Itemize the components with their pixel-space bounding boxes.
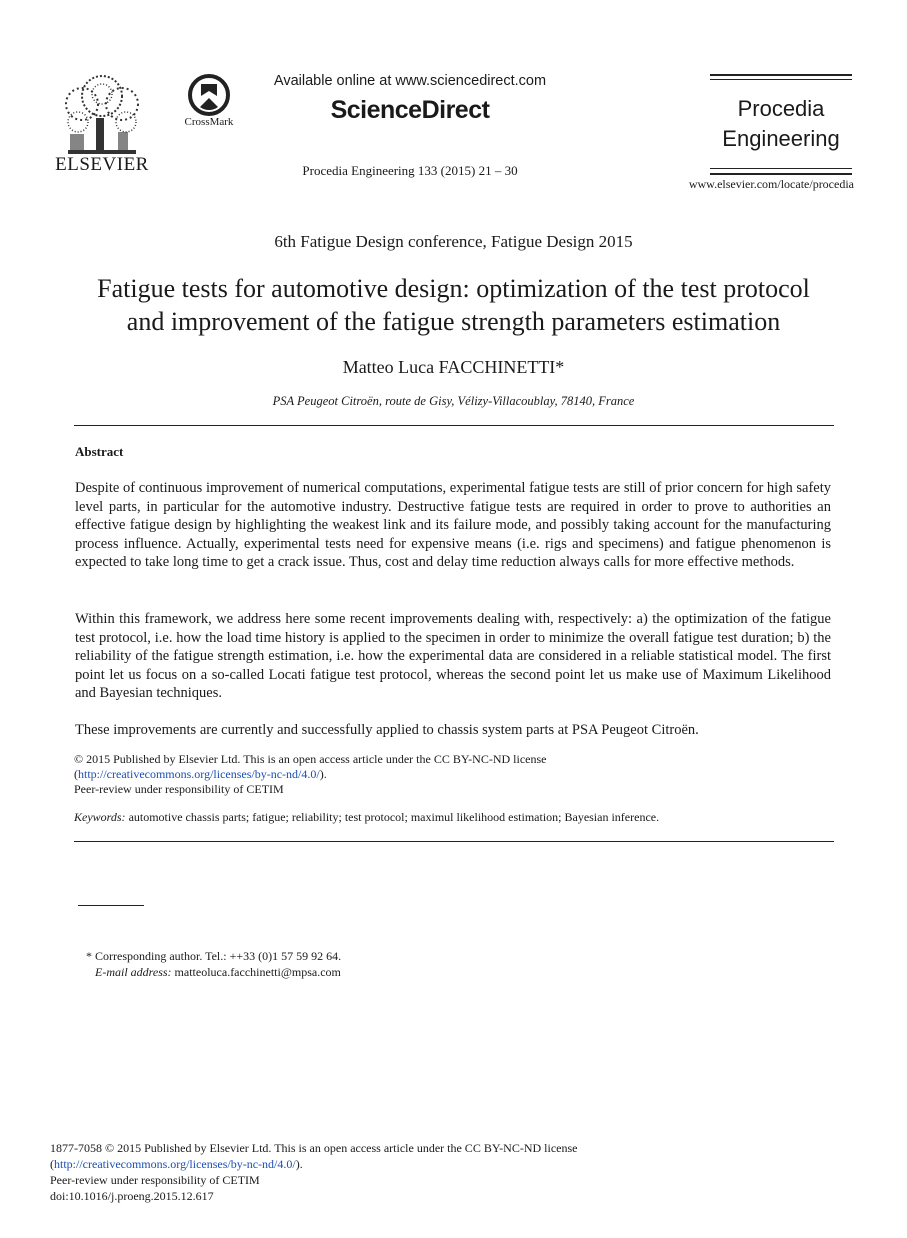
procedia-line2: Engineering: [722, 126, 840, 151]
footnote-rule: [78, 905, 144, 906]
elsevier-wordmark: ELSEVIER: [55, 154, 149, 175]
bottom-license-line: [50, 1156, 750, 1172]
email-address[interactable]: matteoluca.facchinetti@mpsa.com: [174, 965, 341, 979]
issn-line: 1877-7058 © 2015 Published by Elsevier Ltd. This is an open access article under the CC BY-NC-ND license: [50, 1141, 578, 1155]
sciencedirect-logo[interactable]: ScienceDirect: [330, 96, 490, 124]
abstract-paragraph-2: Within this framework, we address here some recent improvements dealing with, respectively: a) the optimization of the fatigue test protocol, i.e. how the load time history is applied to the specimen in order to minimize the overall fatigue test duration; b) the reliability of the fatigue strength estimation, i.e. how the experimental data are considered in a reliable statistical model. The first point let us focus on a so-called Locati fatigue test protocol, whereas the second point let us make use of Maximum Likelihood and Bayesian techniques.: [75, 611, 831, 702]
crossmark-icon: [187, 74, 231, 116]
logo-rule-top: [710, 74, 852, 76]
elsevier-tree-icon: [58, 74, 146, 156]
keywords-label: Keywords:: [74, 810, 126, 824]
abstract-paragraph-3: These improvements are currently and successfully applied to chassis system parts at PSA Peugeot Citroën.: [75, 722, 699, 738]
bottom-license-close: ).: [295, 1157, 303, 1171]
abstract-top-rule: [74, 425, 834, 426]
abstract-heading: Abstract: [75, 444, 124, 459]
abstract-paragraph-1: Despite of continuous improvement of numerical computations, experimental fatigue tests are still of prior concern for high safety level parts, in particular for the automotive industry. Destructive fatigue tests are required in order to prove to authorities an effective fatigue design by highlighting the weakest link and its failure mode, and possibly taking account for the manufacturing process influence. Actually, experimental tests need for expensive means (i.e. rigs and specimens) and fatigue phenomenon is expected to take long time to get a crack issue. Thus, cost and delay time reduction always calls for more effective methods.: [75, 480, 831, 571]
procedia-line1: Procedia: [737, 96, 825, 121]
procedia-url[interactable]: www.elsevier.com/locate/procedia: [688, 177, 854, 191]
procedia-engineering-logo: [710, 74, 852, 178]
abstract-bottom-rule: [74, 841, 834, 842]
conference-name: 6th Fatigue Design conference, Fatigue Design 2015: [274, 232, 633, 251]
copyright-line: © 2015 Published by Elsevier Ltd. This is an open access article under the CC BY-NC-ND license: [74, 752, 547, 766]
available-online-text: Available online at www.sciencedirect.com: [273, 73, 547, 89]
logo-rule-bottom: [710, 173, 852, 175]
bottom-peer-review: Peer-review under responsibility of CETIM: [50, 1173, 260, 1187]
email-line: [86, 964, 586, 980]
bottom-metadata: [50, 1140, 750, 1204]
author-name: Matteo Luca FACCHINETTI*: [342, 357, 565, 377]
elsevier-logo: [52, 74, 152, 178]
license-link[interactable]: http://creativecommons.org/licenses/by-nc-nd/4.0/: [78, 767, 320, 781]
author-affiliation: PSA Peugeot Citroën, route de Gisy, Vélizy-Villacoublay, 78140, France: [272, 394, 635, 408]
email-label: E-mail address:: [95, 965, 172, 979]
keywords-text: automotive chassis parts; fatigue; reliability; test protocol; maximul likelihood estimation; Bayesian inference.: [128, 810, 660, 824]
journal-reference: Procedia Engineering 133 (2015) 21 – 30: [302, 163, 518, 178]
crossmark-label: CrossMark: [184, 116, 234, 128]
copyright-block: [74, 752, 834, 797]
peer-review-line: Peer-review under responsibility of CETIM: [74, 782, 284, 796]
procedia-title: [710, 94, 852, 154]
bottom-license-open: (: [50, 1157, 54, 1171]
crossmark-logo[interactable]: [178, 74, 240, 134]
title-line1: Fatigue tests for automotive design: optimization of the test protocol: [97, 274, 810, 303]
license-line: [74, 767, 834, 782]
bottom-license-link[interactable]: http://creativecommons.org/licenses/by-nc-nd/4.0/: [54, 1157, 296, 1171]
footnote: [86, 948, 586, 980]
license-open: (: [74, 767, 78, 781]
license-close: ).: [319, 767, 327, 781]
logo-rule-bottom-thin: [710, 168, 852, 169]
logo-rule-top-thin: [710, 79, 852, 80]
corresponding-author: * Corresponding author. Tel.: ++33 (0)1 57 59 92 64.: [86, 949, 342, 963]
keywords: [74, 810, 834, 825]
title-line2: and improvement of the fatigue strength parameters estimation: [126, 307, 781, 336]
doi[interactable]: doi:10.1016/j.proeng.2015.12.617: [50, 1189, 214, 1203]
article-title: [60, 272, 847, 338]
